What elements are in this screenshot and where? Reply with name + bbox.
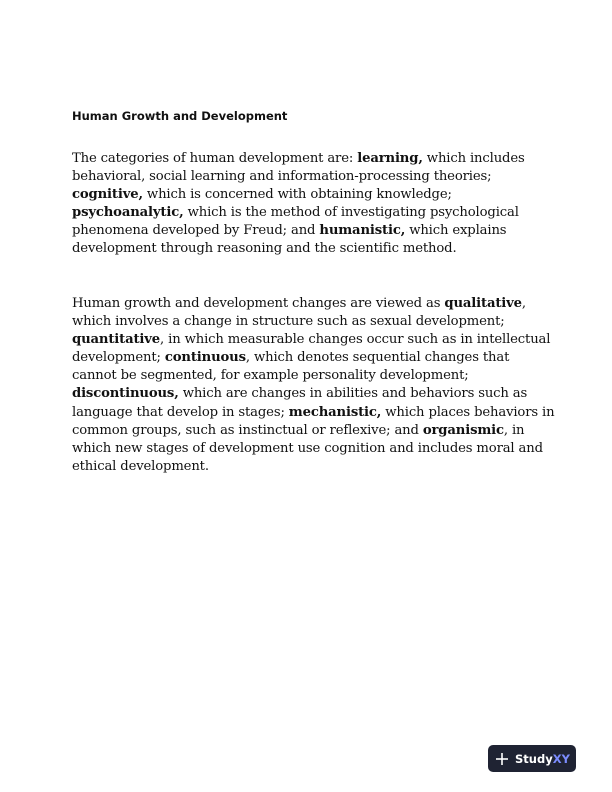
text-run: which includes	[422, 151, 525, 166]
bold-term: cognitive,	[72, 187, 143, 203]
text-run: The categories of human development are:	[72, 151, 358, 166]
text-run: which is the method of investigating psychological	[183, 205, 519, 221]
text-run: language that develop in stages;	[72, 404, 289, 420]
text-run: Human growth and development changes are viewed as	[72, 296, 445, 311]
text-run: which explains	[405, 223, 507, 239]
paragraph-changes	[72, 295, 555, 476]
paragraph-line	[72, 458, 542, 476]
bold-term: organismic	[422, 422, 504, 438]
paragraph-line	[72, 168, 542, 186]
brand-text-xy: XY	[552, 751, 570, 766]
text-run: which places behaviors in	[381, 404, 555, 420]
bold-term: mechanistic,	[288, 404, 382, 420]
studyxy-badge[interactable]	[488, 745, 576, 772]
text-run: development through reasoning and the scientific method.	[72, 241, 457, 257]
paragraph-line	[72, 349, 542, 367]
text-run: development;	[72, 350, 165, 366]
paragraph-line	[72, 385, 542, 403]
text-run: , in which measurable changes occur such as in intellectual	[160, 332, 551, 348]
text-run: common groups, such as instinctual or reflexive; and	[72, 422, 423, 438]
bold-term: learning,	[357, 151, 423, 166]
text-run: , in	[503, 422, 525, 438]
paragraph-line	[72, 204, 542, 222]
plus-icon	[495, 752, 509, 766]
paragraph-line	[72, 222, 542, 240]
paragraph-line	[72, 404, 555, 422]
paragraph-line	[72, 150, 542, 168]
page-title: Human Growth and Development	[72, 109, 288, 123]
bold-term: humanistic,	[319, 223, 406, 239]
text-run: which is concerned with obtaining knowledge;	[142, 187, 452, 203]
bold-term: qualitative	[444, 296, 522, 311]
text-run: which are changes in abilities and behaviors such as	[178, 386, 528, 402]
paragraph-line	[72, 313, 542, 331]
paragraph-line	[72, 422, 542, 440]
brand-text-study: Study	[515, 751, 553, 766]
text-run: ,	[521, 296, 526, 311]
paragraph-line	[72, 240, 542, 258]
text-run: ethical development.	[72, 458, 209, 474]
text-run: cannot be segmented, for example personality development;	[72, 368, 469, 384]
bold-term: quantitative	[72, 332, 161, 348]
bold-term: psychoanalytic,	[72, 205, 184, 221]
paragraph-line	[72, 186, 542, 204]
bold-term: continuous	[164, 350, 246, 366]
paragraph-line	[72, 331, 551, 349]
text-run: behavioral, social learning and information-processing theories;	[72, 169, 492, 185]
bold-term: discontinuous,	[72, 386, 179, 402]
text-run: which new stages of development use cognition and includes moral and	[72, 440, 543, 456]
text-run: phenomena developed by Freud; and	[72, 223, 320, 239]
brand-logo-text	[515, 752, 570, 766]
text-run: which involves a change in structure such as sexual development;	[72, 314, 505, 330]
paragraph-line	[72, 295, 542, 313]
paragraph-line	[72, 440, 542, 458]
paragraph-line	[72, 367, 542, 385]
paragraph-categories	[72, 150, 542, 259]
text-run: , which denotes sequential changes that	[245, 350, 510, 366]
